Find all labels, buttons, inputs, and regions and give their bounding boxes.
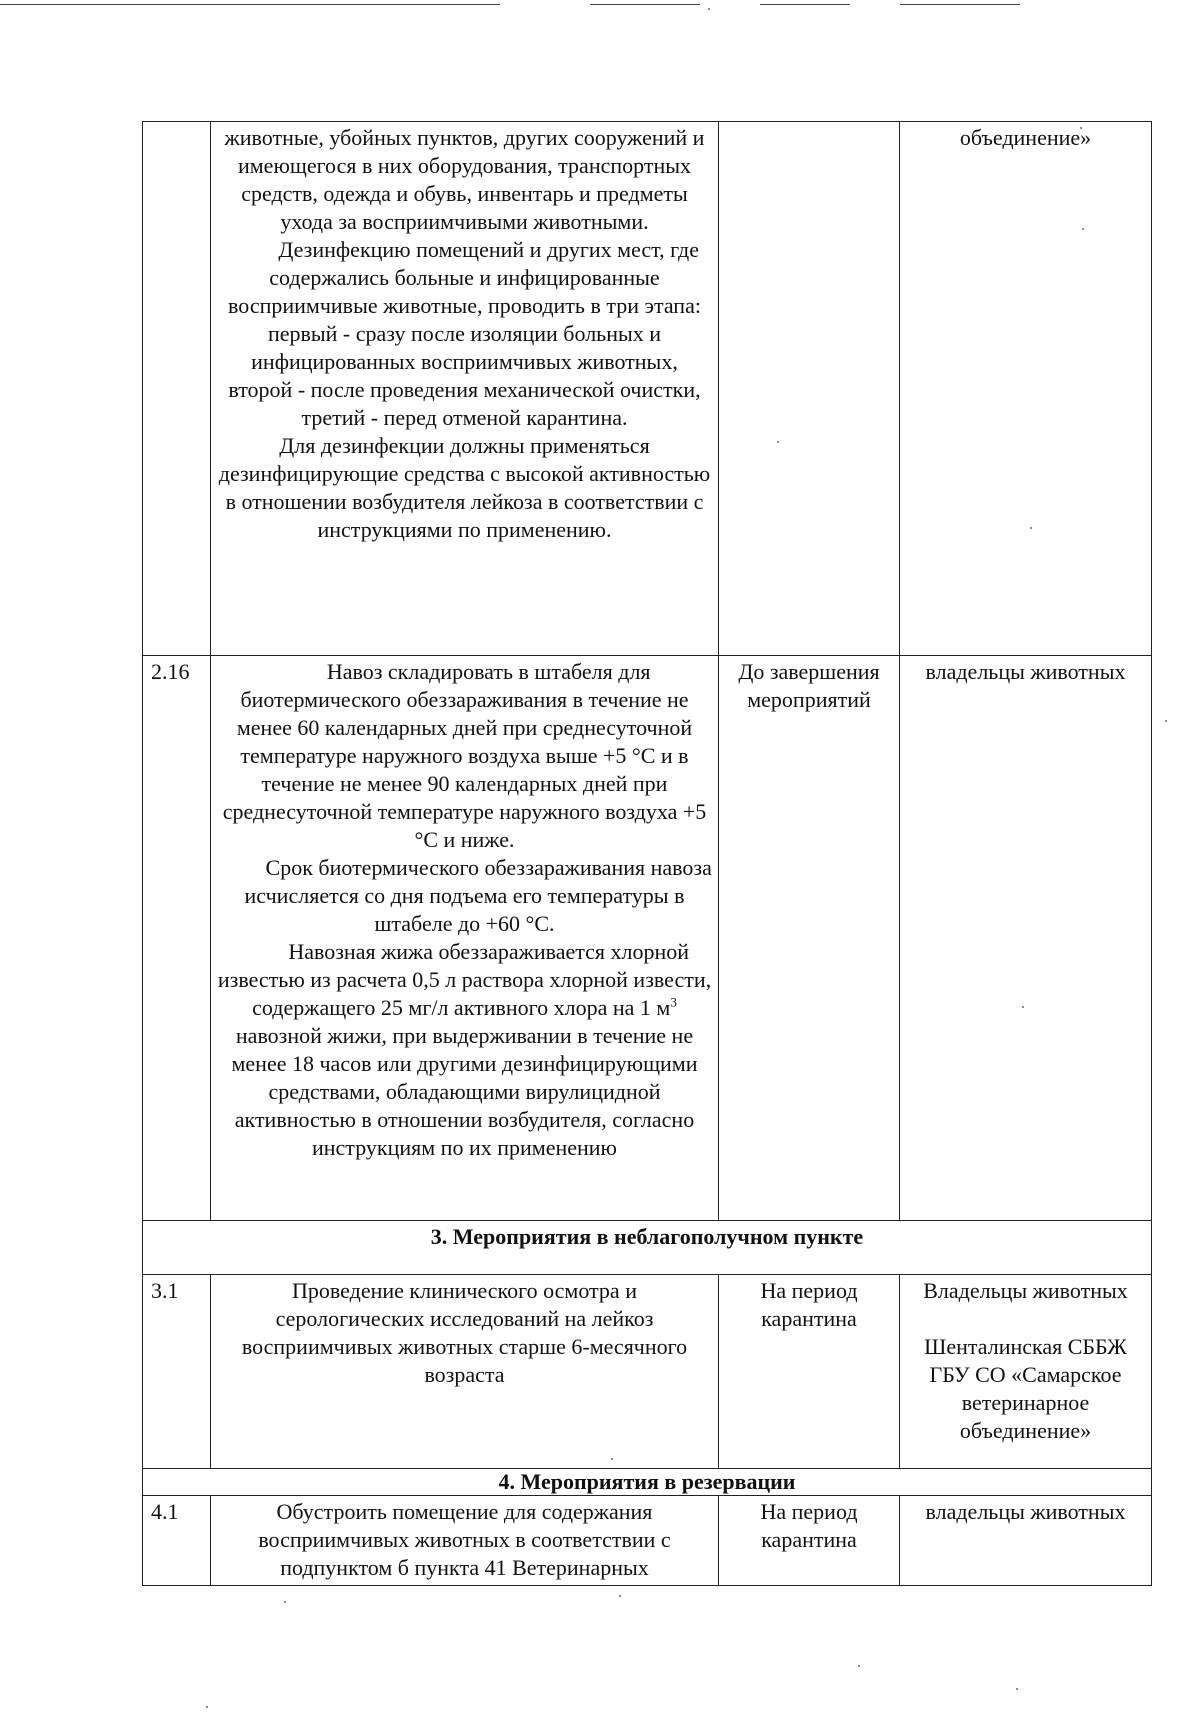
table-row bbox=[143, 122, 1152, 656]
scan-speck bbox=[708, 8, 710, 10]
table-row bbox=[143, 1275, 1152, 1469]
scan-speck bbox=[1165, 720, 1167, 722]
superscript: 3 bbox=[670, 994, 677, 1010]
paragraph: Для дезинфекции должны применяться дезинфицирующие средства с высокой активностью в отношении возбудителя лейкоза в соответствии с инструкциями по применению. bbox=[218, 433, 711, 542]
scan-speck bbox=[1016, 1688, 1018, 1690]
measures-table bbox=[142, 121, 1152, 1586]
term-cell: До завершения мероприятий bbox=[719, 656, 900, 1221]
paragraph: Дезинфекцию помещений и других мест, где содержались больные и инфицированные восприимчивые животные, проводить в три этапа: первый - сразу после изоляции больных и инфицированных восприимчивых животных, второй - после проведения механической очистки, третий - перед отменой карантина. bbox=[228, 237, 701, 430]
scan-artifact-line bbox=[760, 4, 850, 5]
section-header-row bbox=[143, 1221, 1152, 1275]
scan-speck bbox=[619, 1595, 621, 1597]
term-cell bbox=[719, 122, 900, 656]
measure-description: Проведение клинического осмотра и серологических исследований на лейкоз восприимчивых животных старше 6-месячного возраста bbox=[211, 1275, 719, 1469]
scan-speck bbox=[858, 1665, 860, 1667]
term-cell: На период карантина bbox=[719, 1275, 900, 1469]
paragraph: Навоз складировать в штабеля для биотермического обеззараживания в течение не менее 60 календарных дней при среднесуточной температуре наружного воздуха выше +5 °С и в течение не менее 90 календарных дней при среднесуточной температуре наружного воздуха +5 °С и ниже. bbox=[222, 659, 707, 852]
table-row bbox=[143, 656, 1152, 1221]
paragraph: животные, убойных пунктов, других сооружений и имеющегося в них оборудования, транспортных средств, одежда и обувь, инвентарь и предметы ухода за восприимчивыми животными. bbox=[224, 125, 705, 234]
measure-description: Обустроить помещение для содержания восприимчивых животных в соответствии с подпунктом б пункта 41 Ветеринарных bbox=[211, 1496, 719, 1586]
scan-artifact-line bbox=[0, 4, 500, 5]
row-number: 2.16 bbox=[143, 656, 211, 1221]
table-row bbox=[143, 1496, 1152, 1586]
responsible-cell bbox=[900, 1275, 1152, 1469]
text-run: Навозная жижа обеззараживается хлорной известью из расчета 0,5 л раствора хлорной извести, содержащего 25 мг/л активного хлора на 1 м bbox=[217, 939, 712, 1020]
responsible-cell: объединение» bbox=[900, 122, 1152, 656]
measure-description bbox=[211, 122, 719, 656]
measure-description bbox=[211, 656, 719, 1221]
row-number bbox=[143, 122, 211, 656]
paragraph bbox=[217, 938, 712, 1162]
scan-artifact-line bbox=[590, 4, 700, 5]
responsible-cell: владельцы животных bbox=[900, 1496, 1152, 1586]
section-title: 3. Мероприятия в неблагополучном пункте bbox=[143, 1221, 1152, 1275]
term-cell: На период карантина bbox=[719, 1496, 900, 1586]
section-title: 4. Мероприятия в резервации bbox=[143, 1469, 1152, 1496]
section-header-row bbox=[143, 1469, 1152, 1496]
scan-speck bbox=[206, 1706, 208, 1708]
row-number: 3.1 bbox=[143, 1275, 211, 1469]
scan-speck bbox=[284, 1601, 286, 1603]
responsible-cell: владельцы животных bbox=[900, 656, 1152, 1221]
row-number: 4.1 bbox=[143, 1496, 211, 1586]
scan-artifact-line bbox=[900, 4, 1020, 5]
paragraph: Срок биотермического обеззараживания навоза исчисляется со дня подъема его температуры в штабеле до +60 °С. bbox=[244, 855, 712, 936]
responsible-organization: Шенталинская СББЖ ГБУ СО «Самарское ветеринарное объединение» bbox=[924, 1334, 1127, 1443]
responsible-owner: Владельцы животных bbox=[923, 1278, 1128, 1303]
text-run: навозной жижи, при выдерживании в течение не менее 18 часов или другими дезинфицирующими средствами, обладающими вирулицидной активностью в отношении возбудителя, согласно инструкциям по их применению bbox=[231, 1023, 698, 1160]
